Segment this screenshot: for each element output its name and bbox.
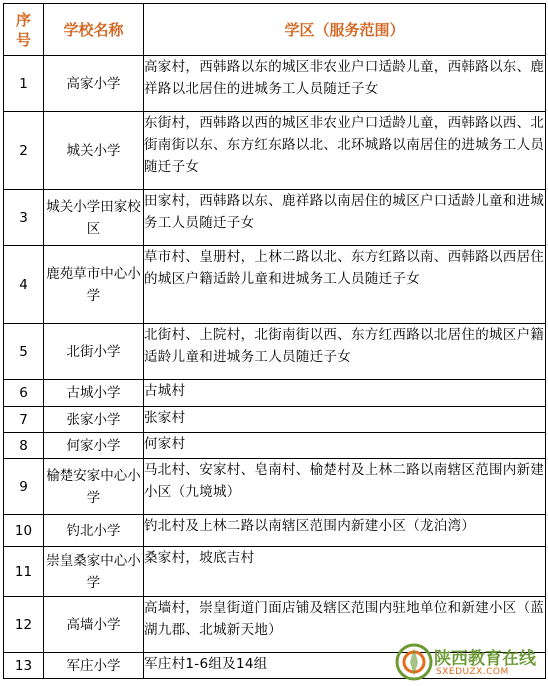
school-district: 古城村 [144, 380, 546, 407]
watermark-url: SXEDUZX.COM [436, 667, 509, 677]
header-number [4, 4, 44, 56]
site-watermark [394, 642, 544, 682]
school-name: 军庄小学 [44, 653, 144, 679]
school-district: 马北村、安家村、皂南村、榆楚村及上林二路以南辖区范围内新建小区（九境城） [144, 459, 546, 515]
school-name: 张家小学 [44, 407, 144, 433]
school-district: 草市村、皇册村，上林二路以北、东方红路以南、西韩路以西居住的城区户籍适龄儿童和进城务工人员随迁子女 [144, 246, 546, 324]
row-number: 10 [4, 515, 44, 547]
school-district: 何家村 [144, 433, 546, 459]
school-district: 东街村，西韩路以西的城区非农业户口适龄儿童，西韩路以西、北街南街以东、东方红东路以北、北环城路以南居住的进城务工人员随迁子女 [144, 112, 546, 190]
school-name: 榆楚安家中心小学 [44, 459, 144, 515]
school-district: 北街村、上院村，北街南街以西、东方红西路以北居住的城区户籍适龄儿童和进城务工人员随迁子女 [144, 324, 546, 380]
school-name: 高家小学 [44, 56, 144, 112]
circular-green-logo-icon [394, 642, 434, 682]
school-district: 高墙村，崇皇街道门面店铺及辖区范围内驻地单位和新建小区（蓝湖九郡、北城新天地） [144, 597, 546, 653]
header-row [4, 4, 546, 56]
table-row [4, 433, 546, 459]
table-row [4, 380, 546, 407]
school-name: 城关小学 [44, 112, 144, 190]
school-name: 北街小学 [44, 324, 144, 380]
school-district-table [3, 3, 546, 679]
header-district: 学区（服务范围） [144, 4, 546, 56]
row-number: 7 [4, 407, 44, 433]
school-district: 军庄村1-6组及14组 [144, 653, 546, 679]
school-name: 崇皇桑家中心小学 [44, 547, 144, 597]
row-number: 3 [4, 190, 44, 246]
school-name: 鹿苑草市中心小学 [44, 246, 144, 324]
school-name: 何家小学 [44, 433, 144, 459]
school-name: 古城小学 [44, 380, 144, 407]
row-number: 1 [4, 56, 44, 112]
table-row [4, 459, 546, 515]
school-district: 桑家村，坡底吉村 [144, 547, 546, 597]
row-number: 8 [4, 433, 44, 459]
table-row [4, 515, 546, 547]
table-row [4, 56, 546, 112]
row-number: 13 [4, 653, 44, 679]
table-row [4, 407, 546, 433]
row-number: 6 [4, 380, 44, 407]
school-name: 钓北小学 [44, 515, 144, 547]
header-number-line2: 号 [15, 30, 31, 49]
table-row [4, 547, 546, 597]
school-district: 张家村 [144, 407, 546, 433]
school-name: 高墙小学 [44, 597, 144, 653]
row-number: 4 [4, 246, 44, 324]
school-district: 田家村，西韩路以东、鹿祥路以南居住的城区户口适龄儿童和进城务工人员随迁子女 [144, 190, 546, 246]
header-school-name: 学校名称 [44, 4, 144, 56]
row-number: 9 [4, 459, 44, 515]
row-number: 5 [4, 324, 44, 380]
table-row [4, 112, 546, 190]
school-district: 高家村，西韩路以东的城区非农业户口适龄儿童，西韩路以东、鹿祥路以北居住的进城务工人员随迁子女 [144, 56, 546, 112]
header-number-line1: 序 [15, 10, 31, 29]
watermark-title: 陕西教育在线 [434, 649, 536, 669]
table-row [4, 246, 546, 324]
school-district: 钓北村及上林二路以南辖区范围内新建小区（龙泊湾） [144, 515, 546, 547]
school-name: 城关小学田家校区 [44, 190, 144, 246]
row-number: 2 [4, 112, 44, 190]
row-number: 12 [4, 597, 44, 653]
row-number: 11 [4, 547, 44, 597]
table-row [4, 324, 546, 380]
table-row [4, 190, 546, 246]
